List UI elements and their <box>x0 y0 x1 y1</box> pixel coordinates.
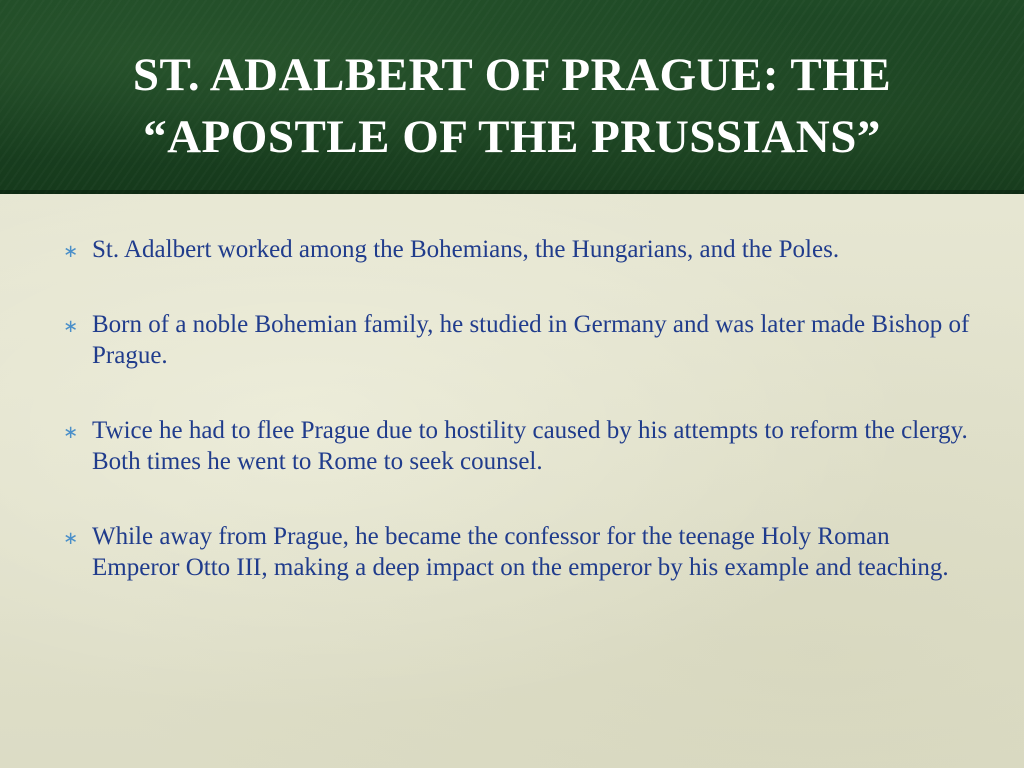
bullet-text: While away from Prague, he became the confessor for the teenage Holy Roman Emperor Otto III, making a deep impact on the emperor by his example and teaching. <box>92 523 949 581</box>
asterisk-bullet-icon: ∗ <box>63 422 79 443</box>
asterisk-bullet-icon: ∗ <box>63 241 79 262</box>
slide-title-line-2: “APOSTLE OF THE PRUSSIANS” <box>143 111 881 163</box>
slide-title-line-1: ST. ADALBERT OF PRAGUE: THE <box>132 49 892 101</box>
bullet-item <box>0 309 1024 371</box>
bullet-text: St. Adalbert worked among the Bohemians, the Hungarians, and the Poles. <box>92 236 840 263</box>
bullet-text: Born of a noble Bohemian family, he studied in Germany and was later made Bishop of Prague. <box>92 311 970 369</box>
slide-title <box>0 44 1024 168</box>
bullet-list <box>0 234 1024 627</box>
asterisk-bullet-icon: ∗ <box>63 316 79 337</box>
title-band <box>0 0 1024 194</box>
bullet-item <box>0 234 1024 265</box>
bullet-item <box>0 415 1024 477</box>
bullet-item <box>0 521 1024 583</box>
slide-body <box>0 194 1024 768</box>
asterisk-bullet-icon: ∗ <box>63 528 79 549</box>
bullet-text: Twice he had to flee Prague due to hostility caused by his attempts to reform the clergy. Both times he went to Rome to seek counsel. <box>92 417 968 475</box>
